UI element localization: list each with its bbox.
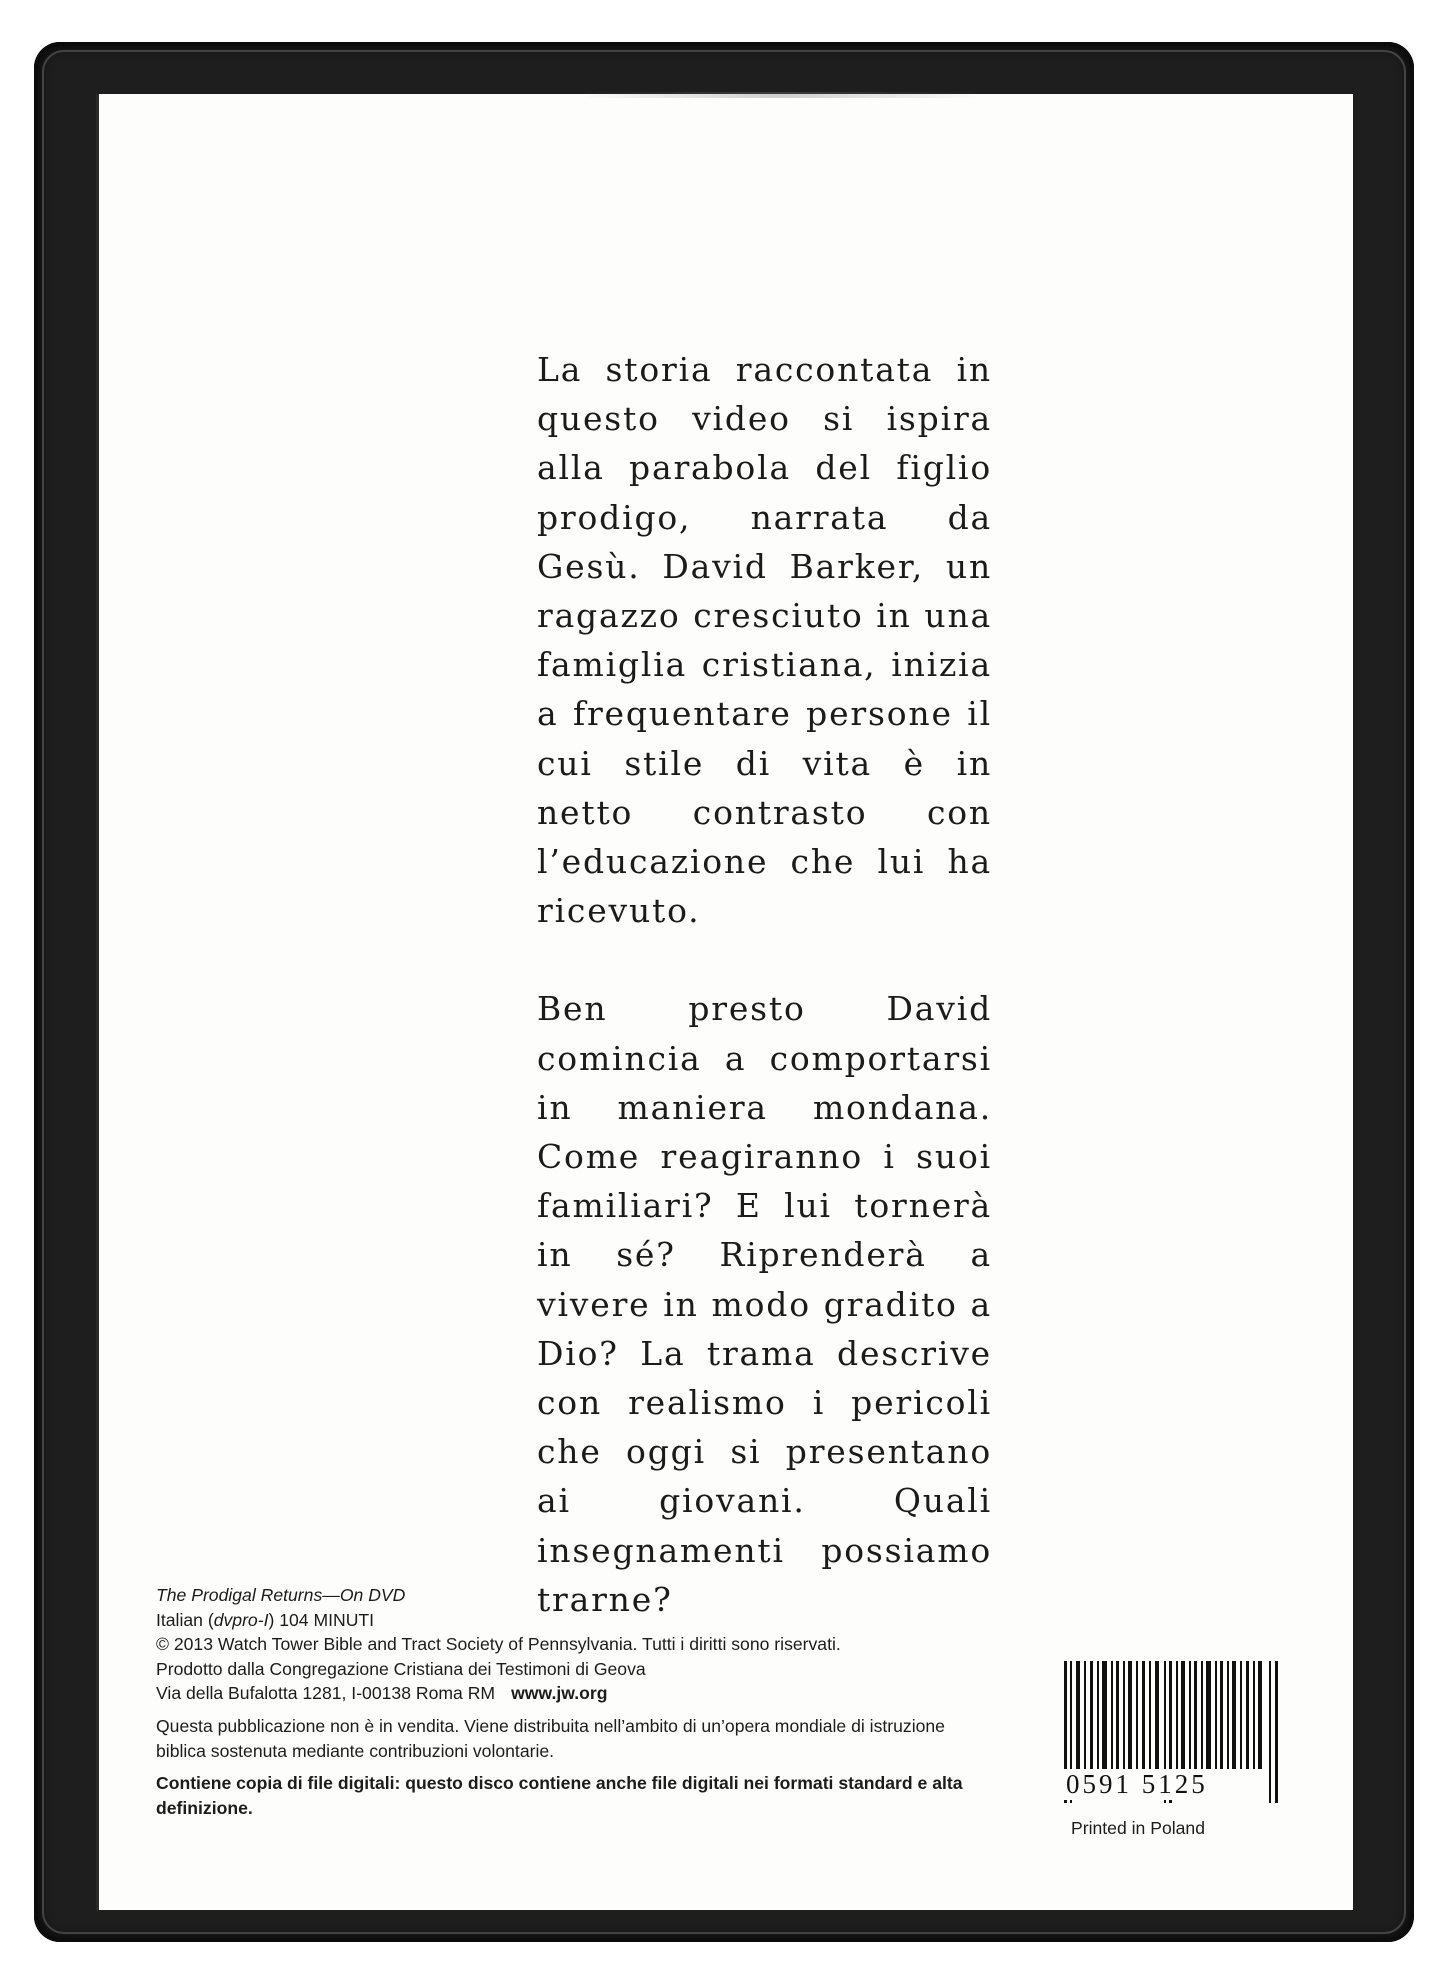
duration: ) 104 MINUTI [268,1609,375,1630]
synopsis-paragraph-2: Ben presto David comincia a comportarsi in maniera mondana. Come reagiranno i suoi familiari? E lui tornerà in sé? Riprenderà a vivere in modo gradito a Dio? La trama descrive con realismo i pericoli che oggi si presentano ai giovani. Quali insegnamenti possiamo trarne? [537,989,992,1619]
printed-in: Printed in Poland [1071,1818,1205,1838]
address: Via della Bufalotta 1281, I-00138 Roma RM [156,1683,496,1704]
synopsis-paragraph-1: La storia raccontata in questo video si ispira alla parabola del figlio prodigo, narrata da Gesù. David Barker, un ragazzo cresciuto in una famiglia cristiana, inizia a frequentare persone il cui stile di vita è in netto contrasto con l’educazione che lui ha ricevuto. [537,350,992,931]
language-duration [156,1608,1056,1633]
language-label: Italian ( [156,1609,214,1630]
print-smudge [580,92,980,98]
website: www.jw.org [511,1683,608,1704]
address-line [156,1681,1056,1706]
dvd-title: The Prodigal Returns—On DVD [156,1585,406,1605]
producer: Prodotto dalla Congregazione Cristiana dei Testimoni di Geova [156,1658,646,1679]
copyright: © 2013 Watch Tower Bible and Tract Society of Pennsylvania. Tutti i diritti sono riservati. [156,1634,841,1655]
distribution-notice: Questa pubblicazione non è in vendita. Viene distribuita nell’ambito di un’opera mondiale di istruzione biblica sostenuta mediante contribuzioni volontarie. [156,1715,945,1761]
credits-block [156,1583,1056,1820]
digital-files-notice: Contiene copia di file digitali: questo disco contiene anche file digitali nei formati standard e alta definizione. [156,1773,963,1818]
barcode-digits: 0591 5125 [1066,1769,1208,1799]
synopsis [537,345,992,1673]
product-code: dvpro-I [213,1609,269,1630]
